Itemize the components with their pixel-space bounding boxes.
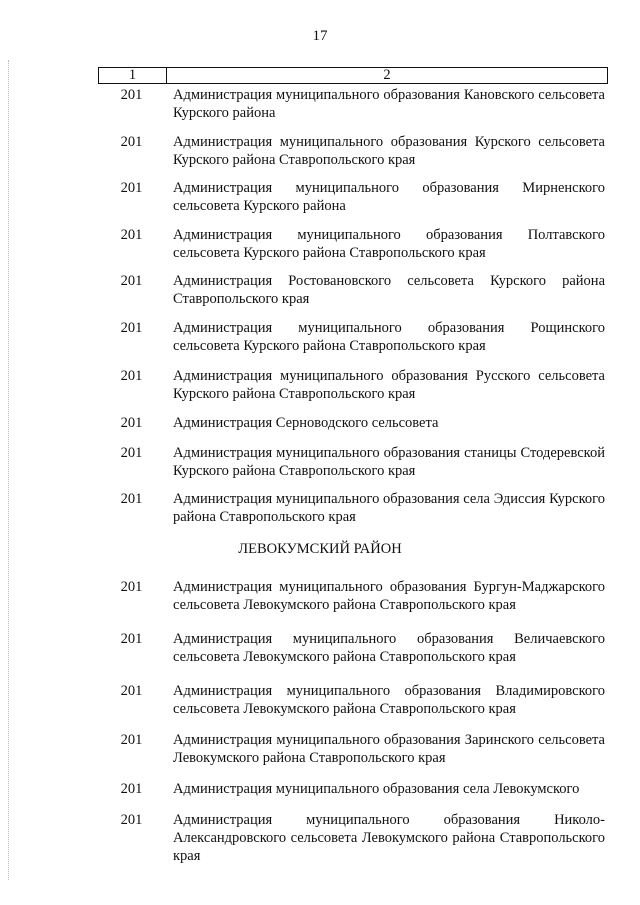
row-code: 201 [120,683,143,699]
table-row [0,367,640,414]
row-code: 201 [120,180,143,196]
row-name: Администрация муниципального образования Николо-Александровского сельсовета Левокумского района Ставропольского края [173,812,605,864]
table-row [0,811,640,864]
column-header-table [98,67,608,84]
table-row [0,731,640,780]
row-name: Администрация Серноводского сельсовета [173,415,439,431]
row-code: 201 [120,87,143,103]
row-name: Администрация муниципального образования Полтавского сельсовета Курского района Ставропольского края [173,227,605,261]
row-code: 201 [120,579,143,595]
table-row [0,226,640,272]
row-name: Администрация муниципального образования Бургун-Маджарского сельсовета Левокумского района Ставропольского края [173,579,605,613]
column-header-1: 1 [99,68,167,84]
table-row [0,133,640,179]
section-title: ЛЕВОКУМСКИЙ РАЙОН [238,541,402,557]
row-code: 201 [120,273,143,289]
row-code: 201 [120,445,143,461]
table-row [0,444,640,490]
row-name: Администрация муниципального образования Кановского сельсовета Курского района [173,87,605,121]
table-row [0,179,640,226]
row-code: 201 [120,732,143,748]
row-name: Администрация Ростовановского сельсовета Курского района Ставропольского края [173,273,605,307]
table-row [0,682,640,731]
row-code: 201 [120,491,143,507]
row-name: Администрация муниципального образования Владимировского сельсовета Левокумского района Ставропольского края [173,683,605,717]
row-code: 201 [120,227,143,243]
row-code: 201 [120,368,143,384]
table-row [0,490,640,540]
row-name: Администрация муниципального образования села Левокумского [173,781,580,797]
document-body [0,86,640,864]
row-code: 201 [120,781,143,797]
row-name: Администрация муниципального образования Мирненского сельсовета Курского района [173,180,605,214]
table-row [0,630,640,682]
table-row [0,578,640,630]
row-name: Администрация муниципального образования Курского сельсовета Курского района Ставропольского края [173,134,605,168]
row-name: Администрация муниципального образования станицы Стодеревской Курского района Ставропольского края [173,445,605,479]
table-row [0,414,640,444]
column-header-2: 2 [167,68,608,84]
row-code: 201 [120,812,143,828]
row-code: 201 [120,134,143,150]
row-name: Администрация муниципального образования села Эдиссия Курского района Ставропольского края [173,491,605,525]
row-code: 201 [120,320,143,336]
row-code: 201 [120,631,143,647]
row-code: 201 [120,415,143,431]
row-name: Администрация муниципального образования Рощинского сельсовета Курского района Ставропольского края [173,320,605,354]
page-number: 17 [312,28,328,44]
table-row [0,272,640,319]
table-row [0,780,640,811]
table-row [0,86,640,133]
row-name: Администрация муниципального образования Величаевского сельсовета Левокумского района Ставропольского края [173,631,605,665]
row-name: Администрация муниципального образования Заринского сельсовета Левокумского района Ставропольского края [173,732,605,766]
table-row [0,319,640,367]
row-name: Администрация муниципального образования Русского сельсовета Курского района Ставропольского края [173,368,605,402]
